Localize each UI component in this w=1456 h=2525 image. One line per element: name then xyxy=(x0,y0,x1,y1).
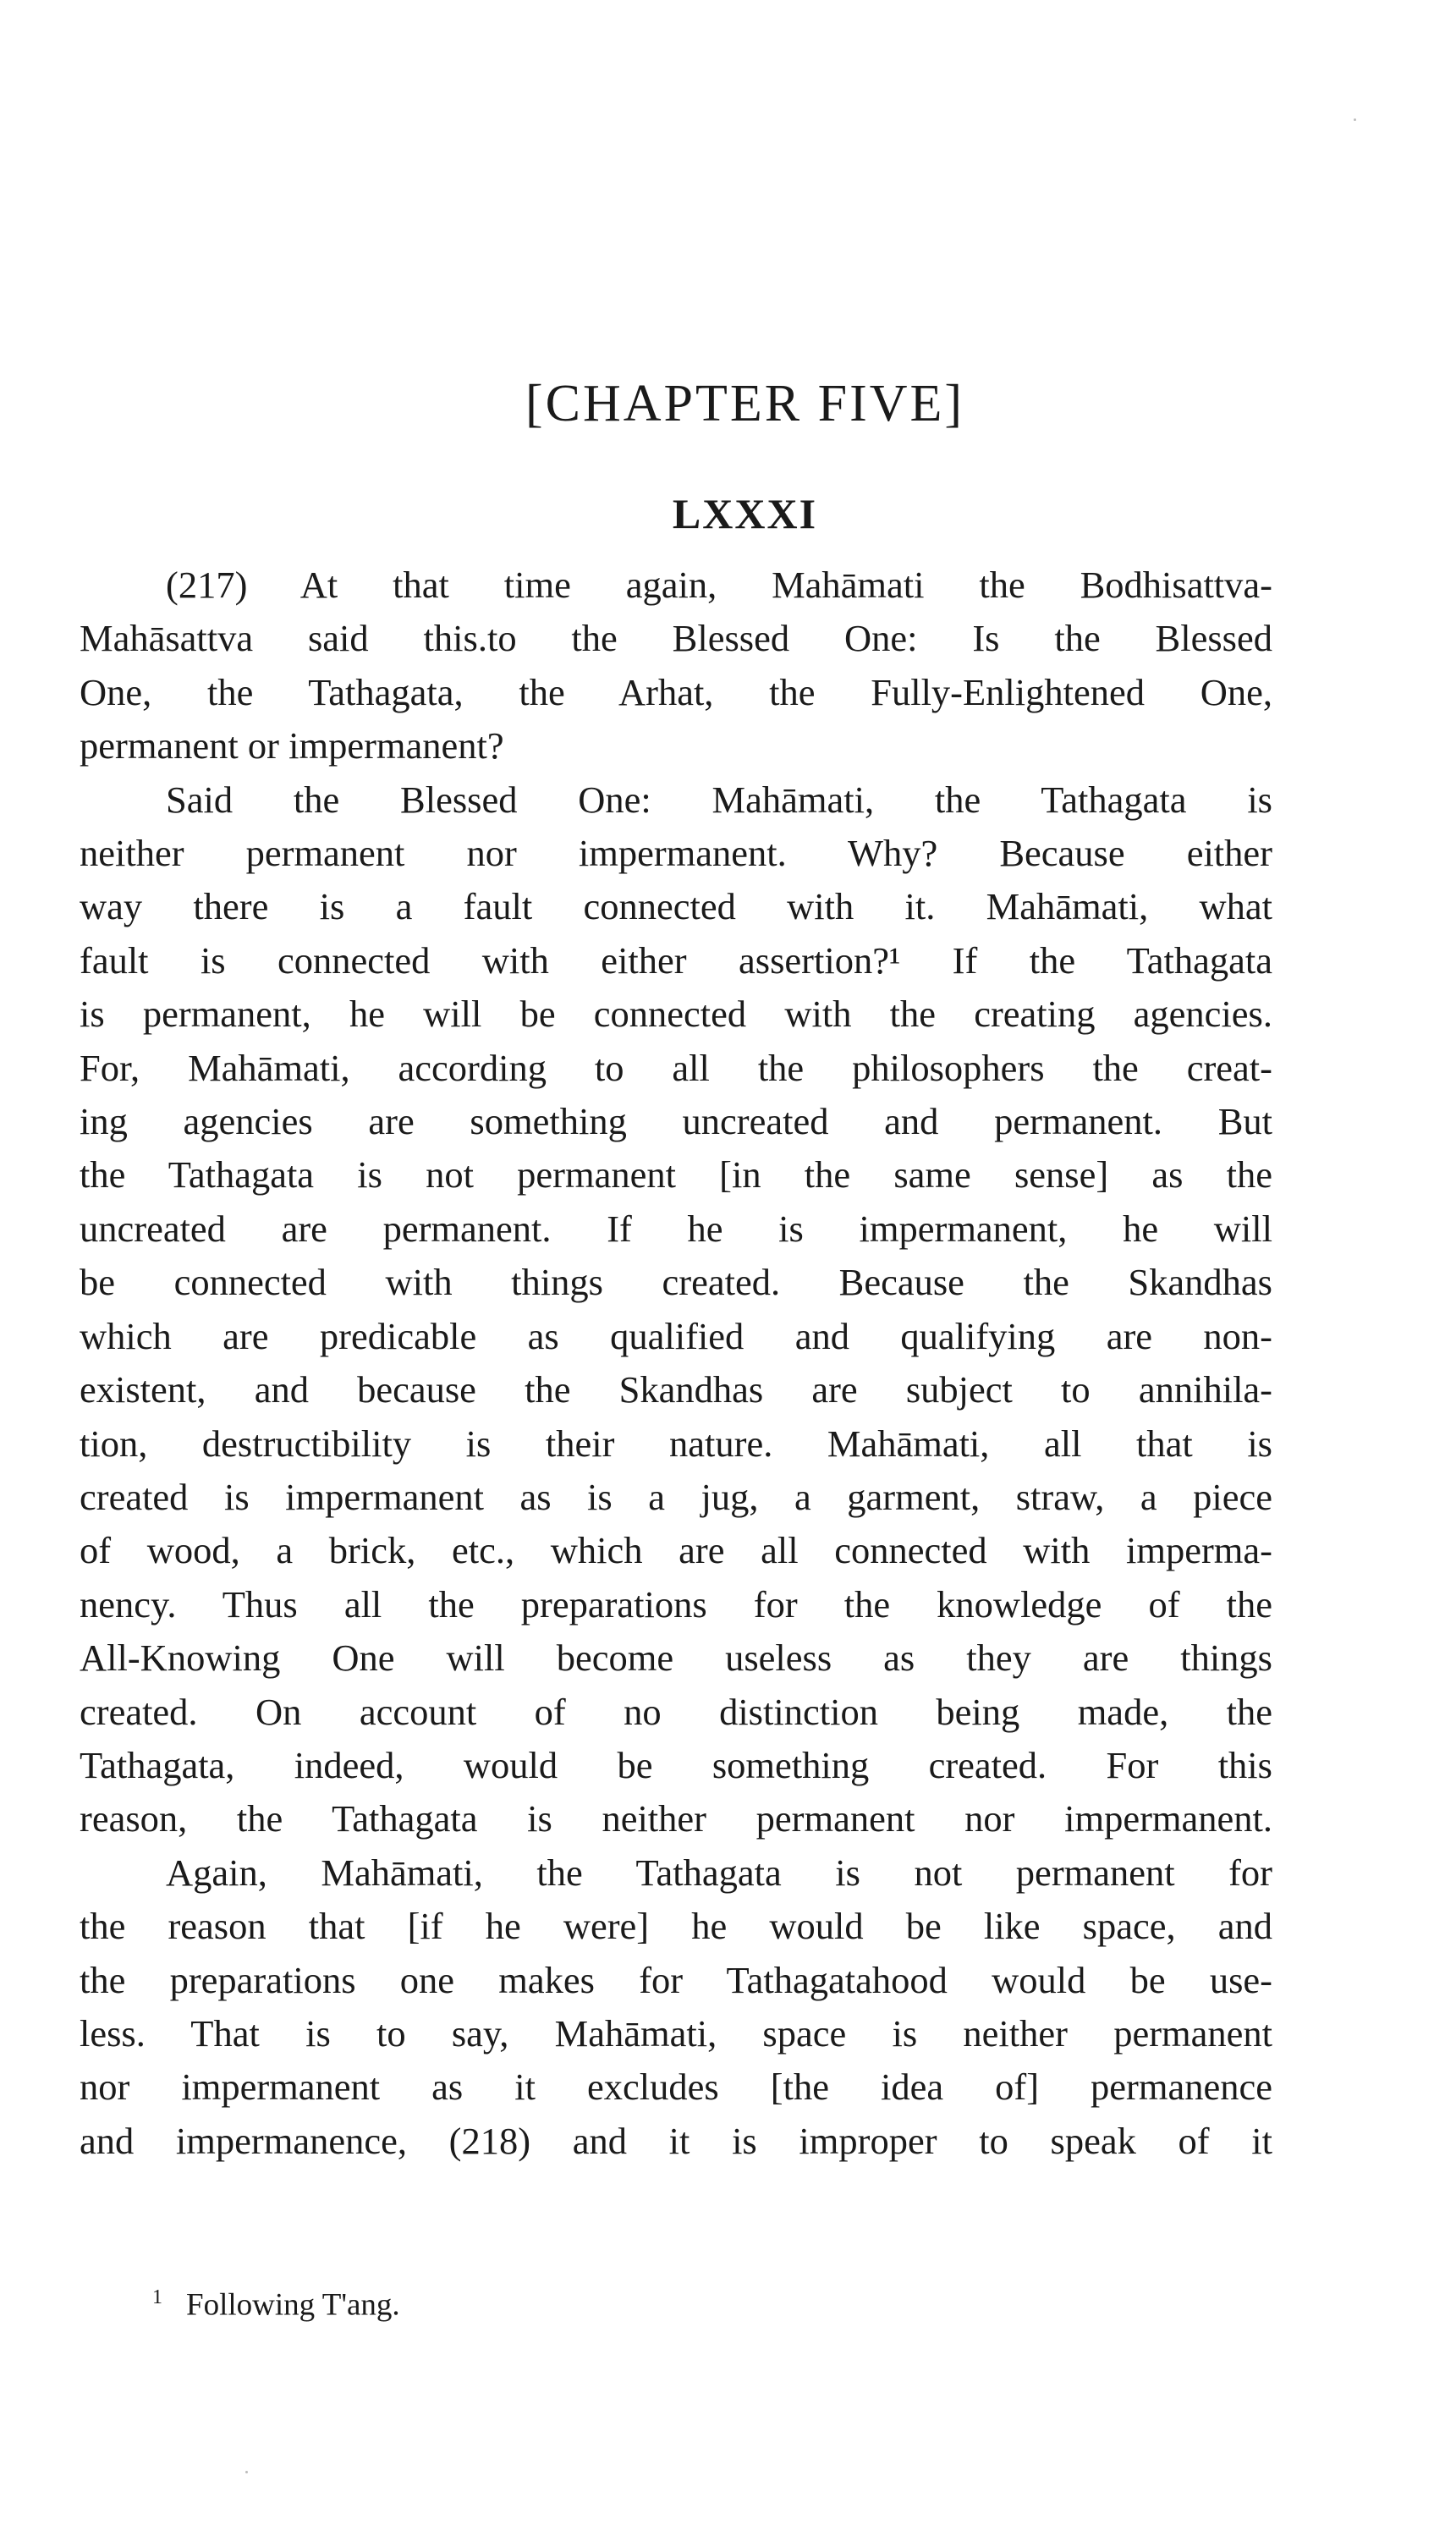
text-line: the Tathagata is not permanent [in the same sense] as the xyxy=(80,1153,1272,1196)
text-line: nency. Thus all the preparations for the knowledge of the xyxy=(80,1582,1272,1626)
text-line: created is impermanent as is a jug, a garment, straw, a piece xyxy=(80,1475,1272,1518)
text-line: way there is a fault connected with it. Mahāmati, what xyxy=(80,885,1272,928)
text-line: the reason that [if he were] he would be like space, and xyxy=(80,1905,1272,1948)
scan-speck xyxy=(1354,118,1356,121)
text-line: (217) At that time again, Mahāmati the Bodhisattva- xyxy=(166,564,1272,606)
text-line: ing agencies are something uncreated and permanent. But xyxy=(80,1100,1272,1143)
footnote xyxy=(152,2286,400,2323)
text-line: created. On account of no distinction being made, the xyxy=(80,1690,1272,1733)
text-line: be connected with things created. Because the Skandhas xyxy=(80,1261,1272,1304)
text-line: is permanent, he will be connected with the creating agencies. xyxy=(80,993,1272,1036)
text-line: of wood, a brick, etc., which are all connected with imperma- xyxy=(80,1529,1272,1572)
section-title: LXXXI xyxy=(672,490,818,537)
body-text xyxy=(80,558,1272,2168)
text-line: neither permanent nor impermanent. Why? Because either xyxy=(80,832,1272,875)
text-line: Mahāsattva said this.to the Blessed One: Is the Blessed xyxy=(80,617,1272,660)
text-line: less. That is to say, Mahāmati, space is neither permanent xyxy=(80,2011,1272,2055)
text-line: permanent or impermanent? xyxy=(80,724,504,767)
text-line: Tathagata, indeed, would be something created. For this xyxy=(80,1743,1272,1786)
footnote-text: Following T'ang. xyxy=(186,2287,400,2323)
chapter-title: [CHAPTER FIVE] xyxy=(525,375,965,432)
text-line: the preparations one makes for Tathagatahood would be use- xyxy=(80,1958,1272,2001)
text-line: uncreated are permanent. If he is impermanent, he will xyxy=(80,1207,1272,1250)
text-line: Said the Blessed One: Mahāmati, the Tathagata is xyxy=(166,778,1272,821)
text-line: and impermanence, (218) and it is improper to speak of it xyxy=(80,2119,1272,2162)
text-line: tion, destructibility is their nature. Mahāmati, all that is xyxy=(80,1422,1272,1465)
text-line: For, Mahāmati, according to all the philosophers the creat- xyxy=(80,1046,1272,1089)
text-line: nor impermanent as it excludes [the idea of] permanence xyxy=(80,2066,1272,2109)
text-line: fault is connected with either assertion?¹ If the Tathagata xyxy=(80,938,1272,982)
text-line: reason, the Tathagata is neither permanent nor impermanent. xyxy=(80,1797,1272,1840)
text-line: existent, and because the Skandhas are subject to annihila- xyxy=(80,1368,1272,1411)
footnote-marker: 1 xyxy=(152,2286,162,2308)
text-line: Again, Mahāmati, the Tathagata is not permanent for xyxy=(166,1851,1272,1894)
text-line: One, the Tathagata, the Arhat, the Fully-Enlightened One, xyxy=(80,670,1272,713)
text-line: which are predicable as qualified and qualifying are non- xyxy=(80,1314,1272,1357)
scan-speck xyxy=(245,2471,248,2473)
text-line: All-Knowing One will become useless as they are things xyxy=(80,1637,1272,1680)
